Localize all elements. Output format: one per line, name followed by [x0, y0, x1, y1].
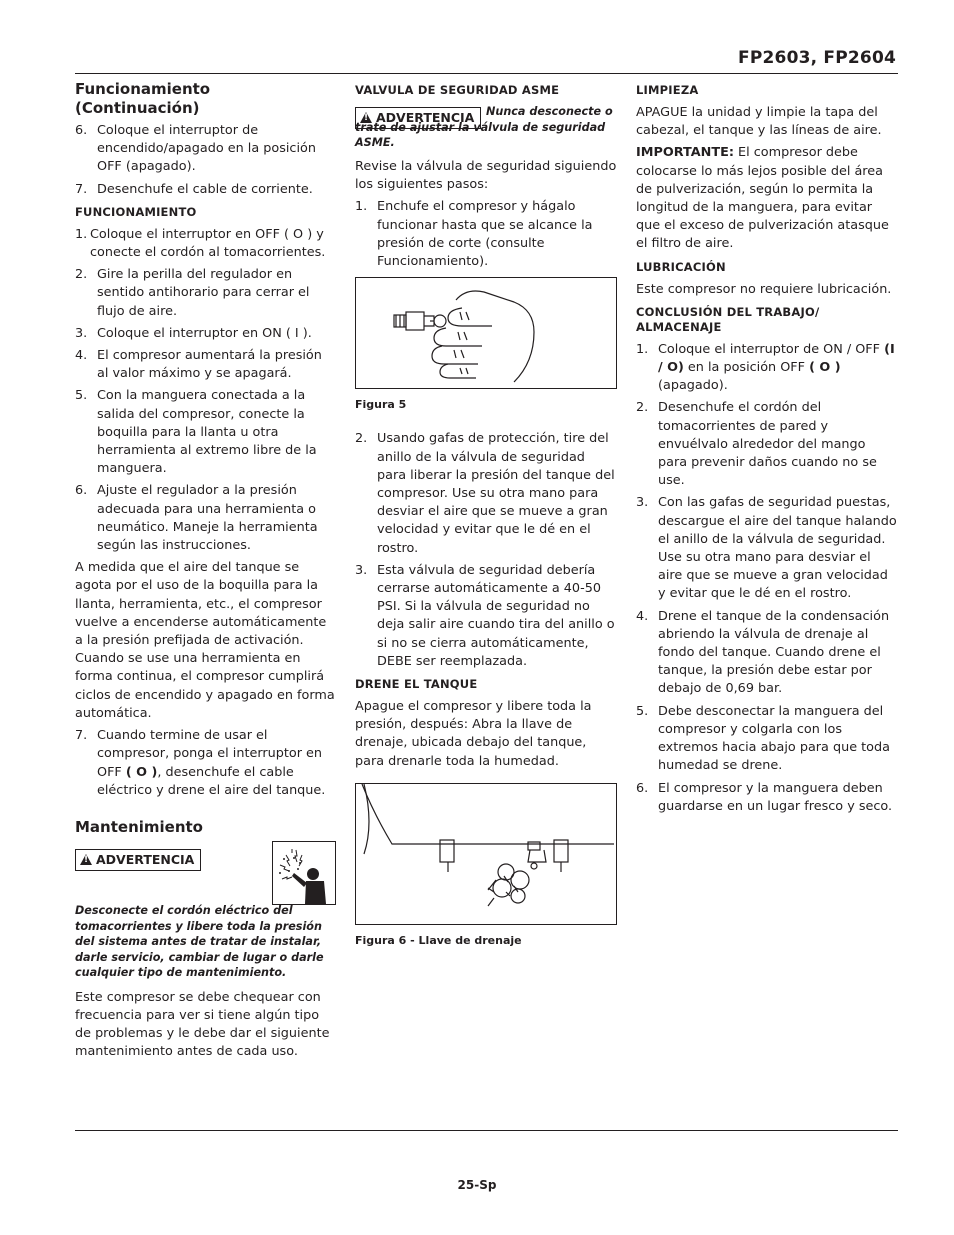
steps-list-c	[75, 727, 337, 800]
body-paragraph: A medida que el aire del tanque se agota por el uso de la boquilla para la llanta, herramienta, etc., el compresor vuelve a encenderse automáticamente a la presión prefijada de activación. Cuando se use una herramienta en forma continua, el compresor cumplirá ciclos de encendido y apagado en forma automática.	[75, 560, 335, 721]
column-3	[636, 80, 898, 820]
asme-warning-row	[355, 104, 617, 148]
figure-6-caption: Figura 6 - Llave de drenaje	[355, 933, 522, 947]
warning-badge: !ADVERTENCIA	[355, 107, 481, 129]
column-2	[355, 80, 617, 950]
list-item: 7. Cuando termine de usar el compresor, ponga el interruptor en OFF ( O ), desenchufe el cable eléctrico y drene el aire del tanque.	[75, 728, 326, 798]
lube-heading: LUBRICACIÓN	[636, 259, 726, 274]
list-item: 7. Desenchufe el cable de corriente.	[75, 181, 313, 197]
asme-warning-text: Nunca desconecte o trate de ajustar la válvula de seguridad ASME.	[355, 105, 613, 150]
list-item: 3. Con las gafas de seguridad puestas, descargue el aire del tanque halando el anillo de la válvula de seguridad. Use su otra mano para desviar el aire que se mueve a gran velocidad y evitar que le dé en el rostro.	[636, 495, 897, 602]
safety-valve-hand-illustration	[356, 278, 616, 388]
list-item: 3. Esta válvula de seguridad debería cerrarse automáticamente a 40-50 PSI. Si la válvula de seguridad no deja salir aire cuando tira del anillo o si no se cierra automáticamente, DEBE ser reemplazada.	[355, 562, 615, 669]
steps-list-b-cont	[75, 266, 337, 555]
asme-intro: Revise la válvula de seguridad siguiendo los siguientes pasos:	[355, 159, 617, 193]
list-item: 6. Ajuste el regulador a la presión adecuada para una herramienta o neumático. Maneje la herramienta según las instrucciones.	[75, 483, 318, 554]
figure-6	[355, 783, 617, 925]
electric-shock-icon	[272, 841, 336, 905]
list-item: 1. Enchufe el compresor y hágalo funcionar hasta que se alcance la presión de corte (consulte Funcionamiento).	[355, 199, 593, 270]
figure-5	[355, 277, 617, 389]
asme-steps-2	[355, 430, 617, 671]
maintenance-warning-row	[75, 845, 337, 903]
maintenance-paragraph: Este compresor se debe chequear con frecuencia para ver si tiene algún tipo de problemas y le debe dar el siguiente mantenimiento antes de cada uso.	[75, 989, 330, 1060]
column-1	[75, 80, 337, 1066]
list-item: 1. Coloque el interruptor de ON / OFF (I / O) en la posición OFF ( O ) (apagado).	[636, 341, 895, 394]
warning-badge: !ADVERTENCIA	[75, 849, 201, 871]
warning-triangle-icon	[80, 854, 92, 865]
list-item: 5. Debe desconectar la manguera del compresor y colgarla con los extremos hacia abajo para que toda humedad se drene.	[636, 703, 890, 774]
sub-heading-funcionamiento: FUNCIONAMIENTO	[75, 204, 197, 219]
storage-heading: CONCLUSIÓN DEL TRABAJO/ ALMACENAJE	[636, 304, 820, 334]
section-heading-mantenimiento: Mantenimiento	[75, 817, 203, 836]
header-rule	[75, 73, 898, 74]
storage-steps	[636, 341, 898, 816]
list-item: 6. El compresor y la manguera deben guardarse en un lugar fresco y seco.	[636, 780, 893, 814]
list-item: 2. Usando gafas de protección, tire del anillo de la válvula de seguridad para liberar la presión del tanque del compresor. Use su otra mano para desviar el aire que se mueve a gran velocidad y evitar que le dé en el rostro.	[355, 431, 615, 556]
list-item: 5. Con la manguera conectada a la salida del compresor, conecte la boquilla para la llanta u otra herramienta al extremo libre de la manguera.	[75, 388, 317, 477]
list-item: 4. Drene el tanque de la condensación abriendo la válvula de drenaje al fondo del tanque. Cuando drene el tanque, la presión debe estar por debajo de 0,69 bar.	[636, 608, 890, 697]
clean-text: APAGUE la unidad y limpie la tapa del cabezal, el tanque y las líneas de aire.	[636, 105, 882, 139]
drain-valve-tank-illustration	[356, 784, 616, 924]
list-item: 1. Coloque el interruptor en OFF ( O ) y conecte el cordón al tomacorrientes.	[75, 226, 326, 261]
asme-valve-heading: VALVULA DE SEGURIDAD ASME	[355, 83, 560, 97]
important-paragraph: IMPORTANTE: El compresor debe colocarse lo más lejos posible del área de pulverización, según lo permita la longitud de la manguera, para evitar que el exceso de pulverización atasque el filtro de aire.	[636, 145, 889, 252]
list-item: 6. Coloque el interruptor de encendido/apagado en la posición OFF (apagado).	[75, 123, 316, 175]
lube-text: Este compresor no requiere lubricación.	[636, 281, 892, 297]
steps-list-b	[75, 226, 337, 262]
list-item: 2. Gire la perilla del regulador en sentido antihorario para cerrar el flujo de aire.	[75, 267, 310, 319]
list-item: 4. El compresor aumentará la presión al valor máximo y se apagará.	[75, 348, 322, 382]
list-item: 3. Coloque el interruptor en ON ( I ).	[75, 325, 312, 341]
figure-5-caption: Figura 5	[355, 398, 407, 412]
section-heading-funcionamiento: Funcionamiento (Continuación)	[75, 80, 211, 117]
maintenance-warning-text: Desconecte el cordón eléctrico del tomacorrientes y libere toda la presión del sistema antes de tratar de instalar, darle servicio, cambiar de lugar o darle cualquier tipo de mantenimiento.	[75, 903, 324, 980]
clean-heading: LIMPIEZA	[636, 83, 699, 97]
footer-rule	[75, 1130, 898, 1131]
drain-text: Apague el compresor y libere toda la presión, después: Abra la llave de drenaje, ubicada debajo del tanque, para drenarle toda la humedad.	[355, 699, 592, 769]
steps-list-a	[75, 122, 337, 199]
list-item: 2. Desenchufe el cordón del tomacorrientes de pared y envuélvalo alrededor del mango para prevenir daños cuando no se use.	[636, 400, 877, 489]
asme-steps-1	[355, 198, 617, 271]
document-title: FP2603, FP2604	[738, 48, 896, 68]
drain-heading: DRENE EL TANQUE	[355, 677, 478, 692]
page-number: 25-Sp	[457, 1178, 497, 1192]
